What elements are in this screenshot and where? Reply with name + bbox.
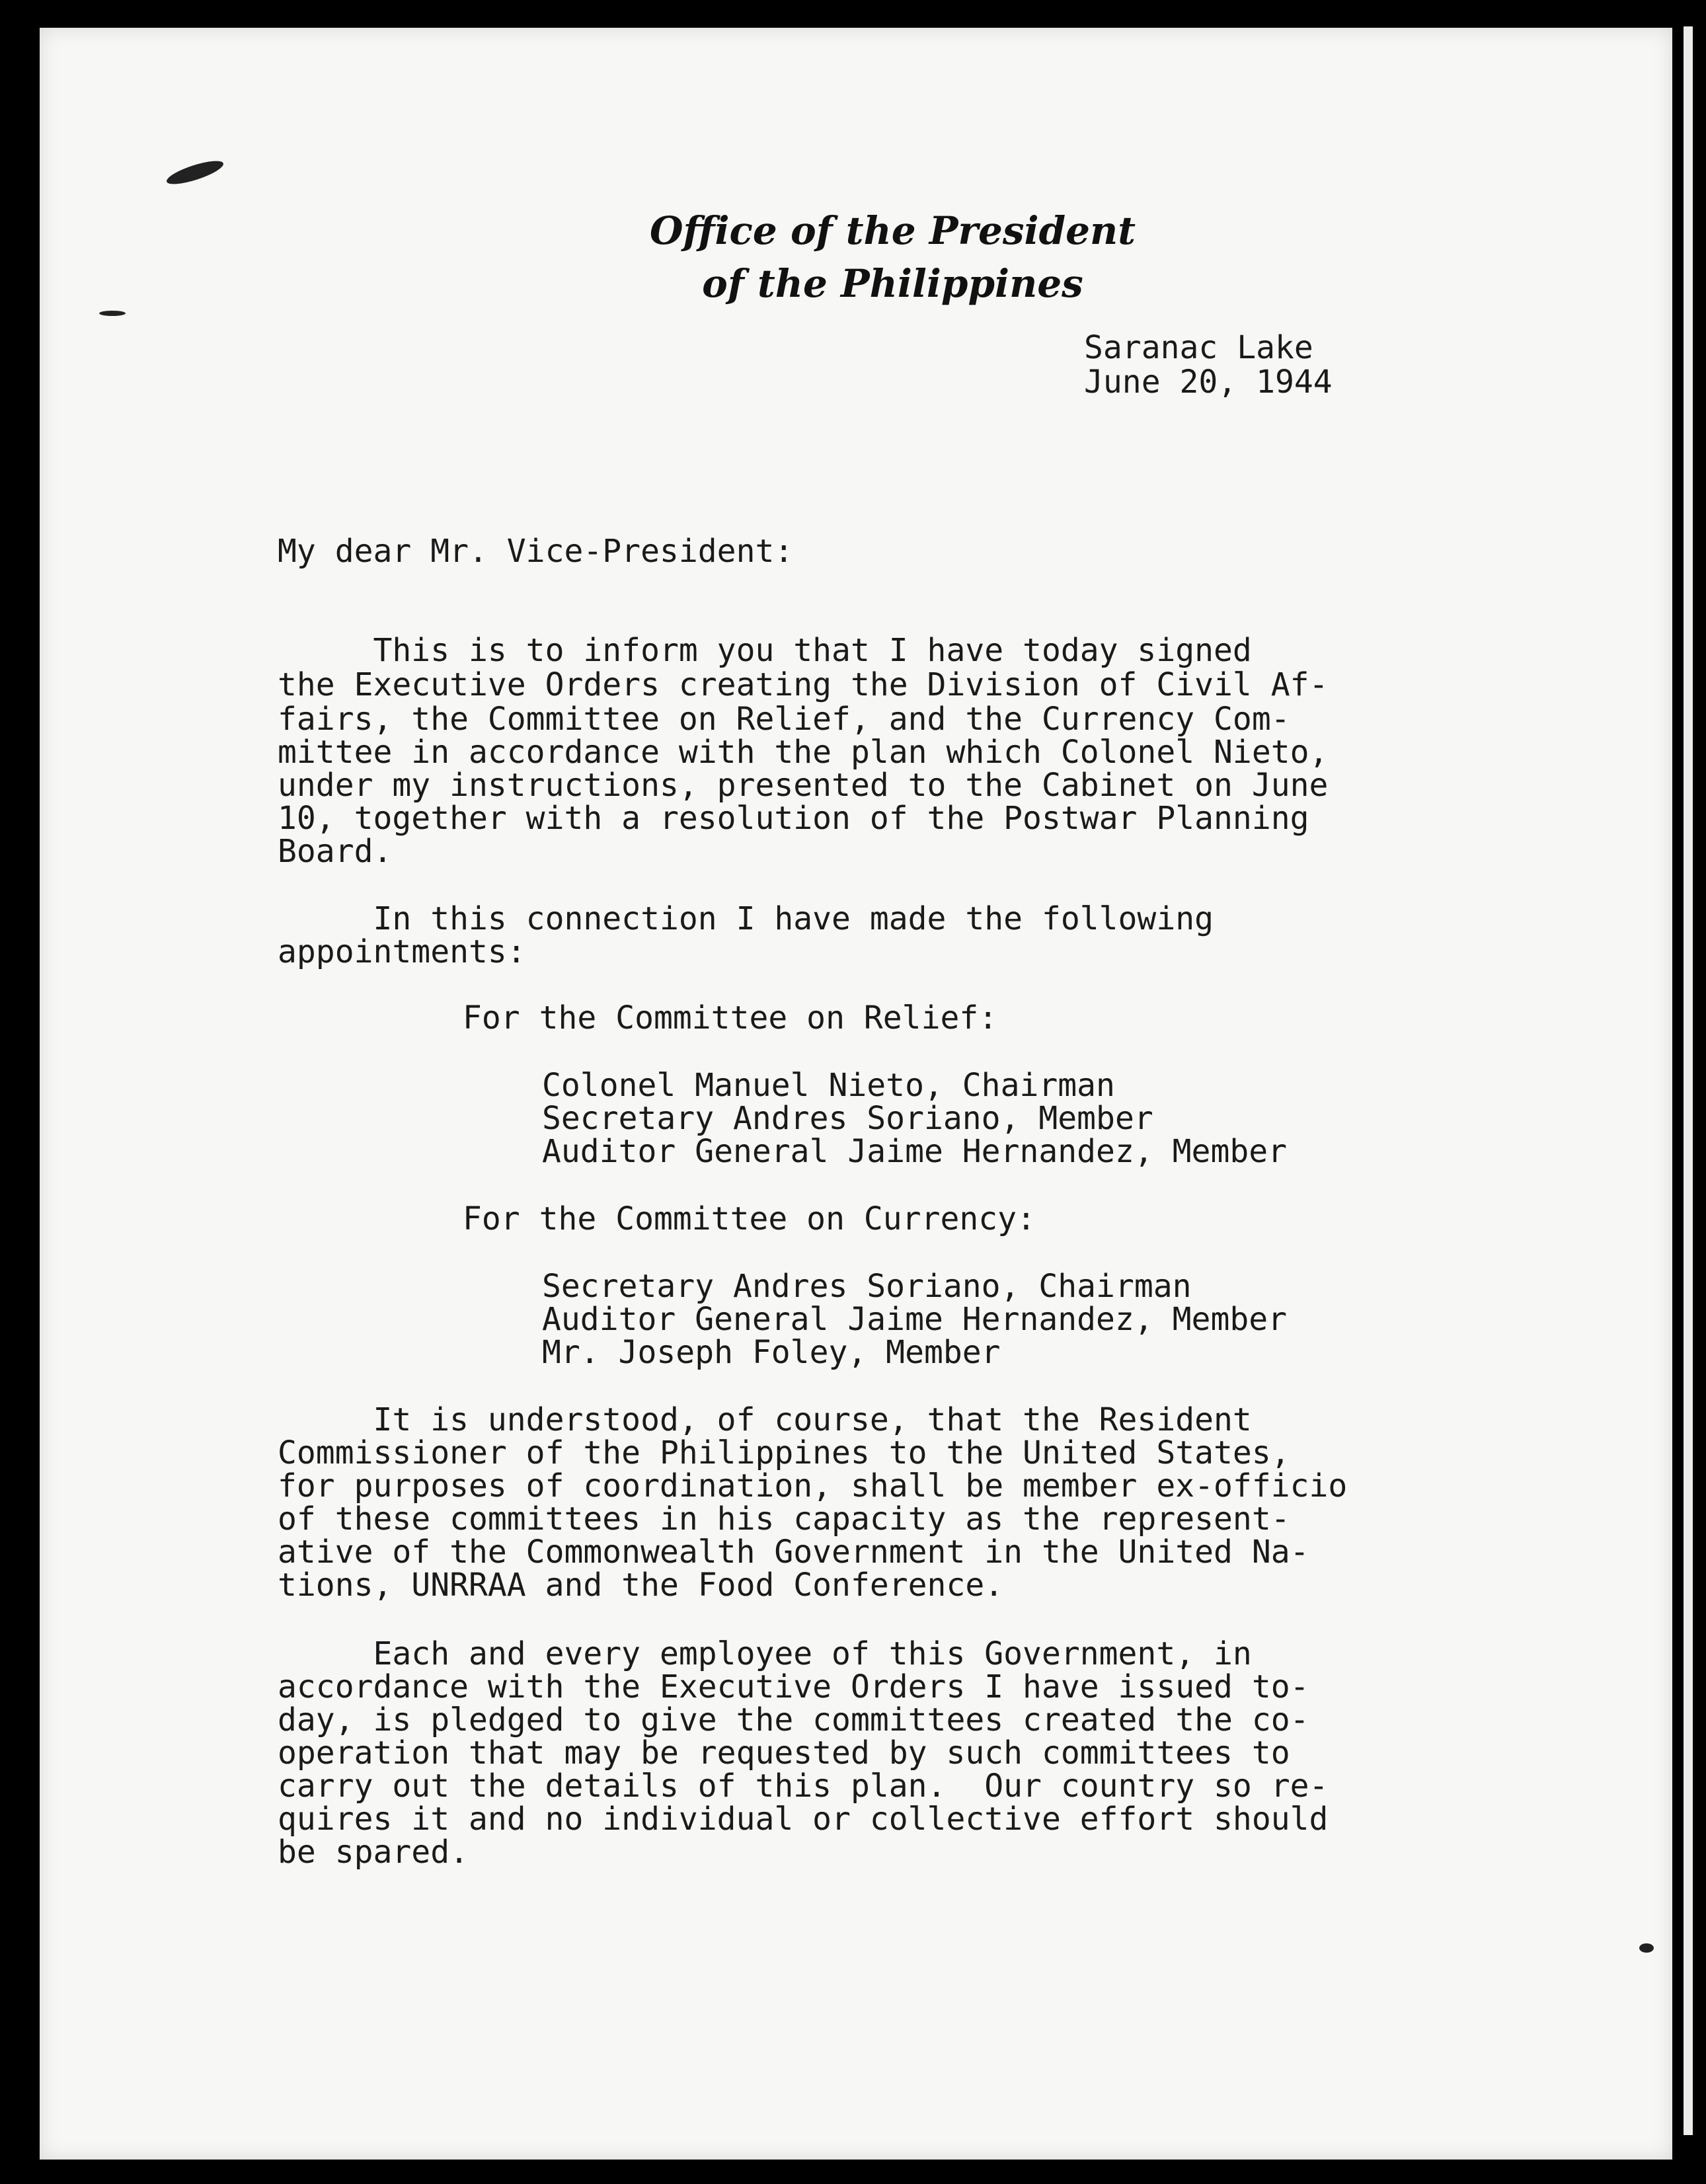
place: Saranac Lake	[1084, 329, 1313, 366]
body-line: quires it and no individual or collective effort should	[278, 1801, 1329, 1838]
body-line: under my instructions, presented to the Cabinet on June	[278, 767, 1329, 804]
body-line: operation that may be requested by such committees to	[278, 1735, 1290, 1772]
salutation: My dear Mr. Vice-President:	[278, 533, 794, 570]
body-line: fairs, the Committee on Relief, and the Currency Com-	[278, 701, 1290, 738]
ink-speck	[99, 311, 126, 316]
committee-member: Colonel Manuel Nieto, Chairman	[542, 1067, 1115, 1104]
body-line: Commissioner of the Philippines to the United States,	[278, 1434, 1290, 1471]
body-line: Each and every employee of this Government, in	[278, 1635, 1252, 1672]
body-line: This is to inform you that I have today signed	[278, 632, 1252, 669]
body-line: ative of the Commonwealth Government in the United Na-	[278, 1534, 1309, 1571]
body-line: carry out the details of this plan. Our country so re-	[278, 1768, 1329, 1805]
body-line: mittee in accordance with the plan which Colonel Nieto,	[278, 734, 1329, 771]
body-line: In this connection I have made the following	[278, 900, 1214, 937]
body-line: for purposes of coordination, shall be member ex-officio	[278, 1467, 1348, 1504]
currency-committee-heading: For the Committee on Currency:	[463, 1200, 1036, 1237]
committee-member: Secretary Andres Soriano, Chairman	[542, 1268, 1192, 1305]
body-line: the Executive Orders creating the Division of Civil Af-	[278, 666, 1329, 703]
body-line: It is understood, of course, that the Resident	[278, 1401, 1252, 1438]
letterhead-line-1: Office of the President	[650, 208, 1136, 253]
committee-member: Secretary Andres Soriano, Member	[542, 1100, 1153, 1137]
letterhead-line-2: of the Philippines	[702, 261, 1083, 306]
body-line: day, is pledged to give the committees created the co-	[278, 1701, 1309, 1738]
ink-speck	[1639, 1943, 1654, 1953]
body-line: of these committees in his capacity as the represent-	[278, 1501, 1290, 1538]
relief-committee-heading: For the Committee on Relief:	[463, 999, 998, 1036]
body-line: tions, UNRRAA and the Food Conference.	[278, 1567, 1004, 1604]
committee-member: Auditor General Jaime Hernandez, Member	[542, 1133, 1288, 1170]
body-line: accordance with the Executive Orders I have issued to-	[278, 1668, 1309, 1705]
page-edge	[1684, 26, 1693, 2135]
date: June 20, 1944	[1084, 364, 1333, 401]
body-line: Board.	[278, 833, 393, 870]
body-line: 10, together with a resolution of the Postwar Planning	[278, 800, 1309, 837]
committee-member: Mr. Joseph Foley, Member	[542, 1334, 1001, 1371]
body-line: appointments:	[278, 933, 526, 970]
body-line: be spared.	[278, 1834, 469, 1871]
committee-member: Auditor General Jaime Hernandez, Member	[542, 1301, 1288, 1338]
